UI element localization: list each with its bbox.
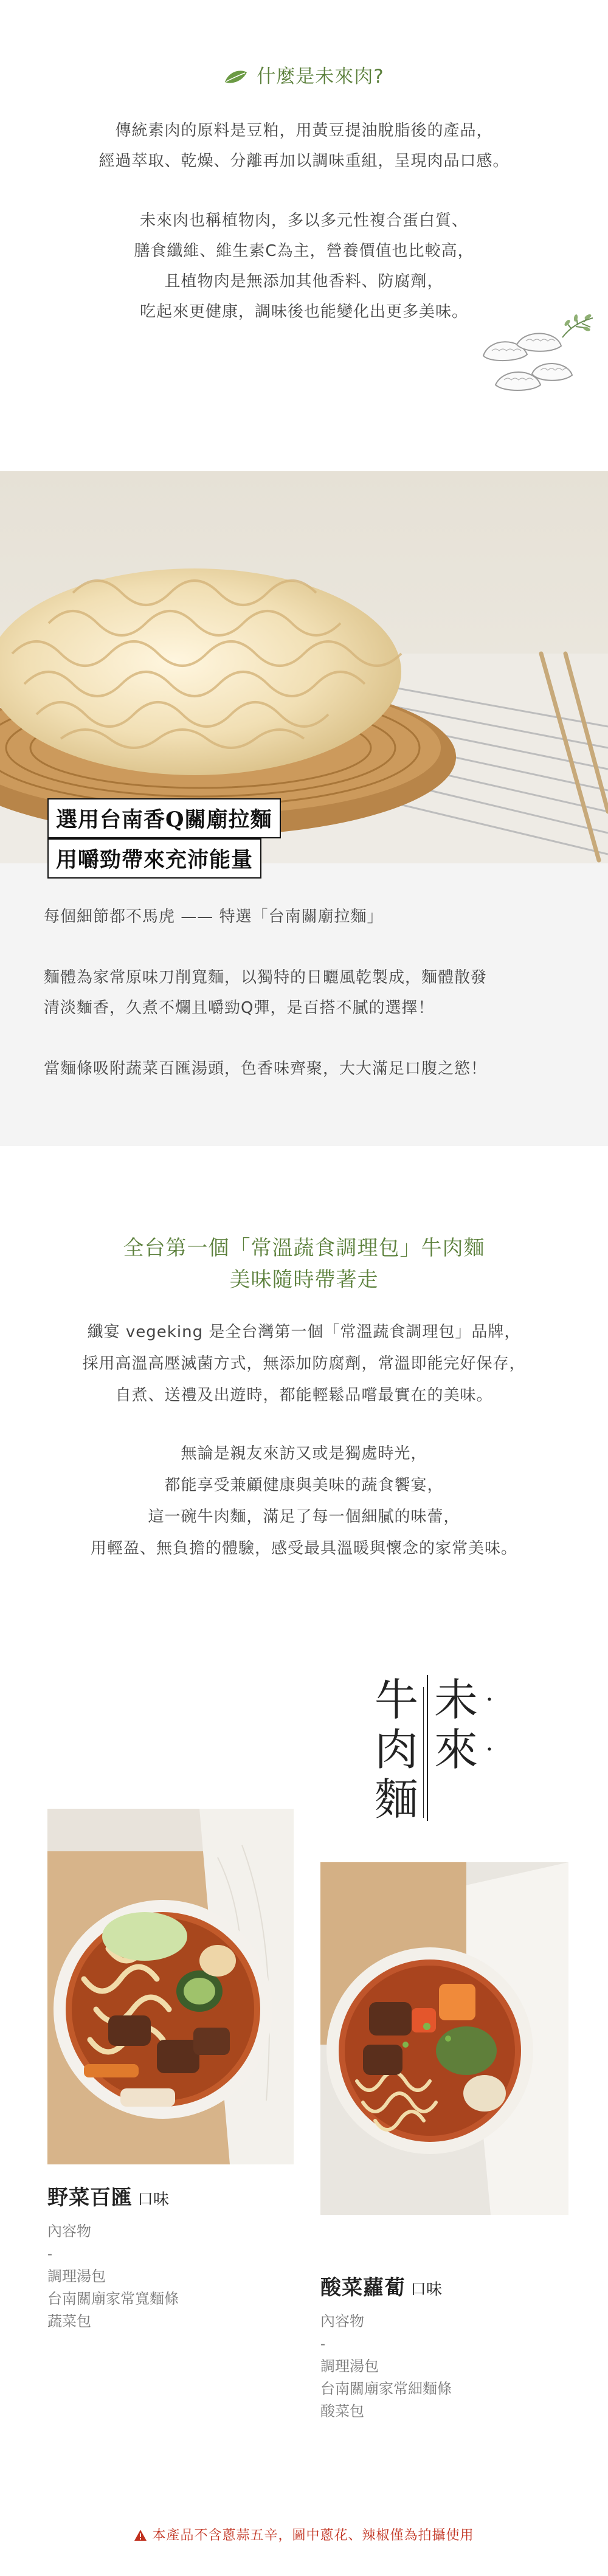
disclaimer	[0, 2525, 608, 2544]
flavor-contents: 內容物 - 調理湯包 台南關廟家常細麵條 酸菜包	[320, 2313, 452, 2420]
noodle-label-1: 選用台南香Q關廟拉麵	[47, 798, 281, 838]
intro-paragraph-1: 傳統素肉的原料是豆粕，用黃豆提油脫脂後的產品， 經過萃取、乾燥、分離再加以調味重組，呈現肉品口感。	[98, 122, 510, 170]
warning-icon	[134, 2529, 147, 2541]
noodle-section	[0, 471, 608, 1146]
leaf-icon	[224, 70, 248, 85]
vegetable-noodle-bowl-photo	[47, 1809, 294, 2164]
disclaimer-text: 本產品不含蔥蒜五辛，圖中蔥花、辣椒僅為拍攝使用	[152, 2528, 474, 2543]
brand-section	[0, 1146, 608, 1675]
brand-paragraph-2: 無論是親友來訪又或是獨處時光， 都能享受兼顧健康與美味的蔬食饗宴， 這一碗牛肉麵，滿足了每一個細膩的味蕾， 用輕盈、無負擔的體驗，感受最具溫暖與懷念的家常美味。	[90, 1445, 517, 1558]
intro-heading	[0, 61, 608, 88]
vertical-title-col2: 牛 肉 麵	[374, 1674, 418, 1825]
noodle-line-3: 當麵條吸附蔬菜百匯湯頭，色香味齊聚，大大滿足口腹之慾！	[44, 1060, 488, 1078]
vertical-title-col1: 未 來	[434, 1674, 478, 1775]
pickled-radish-noodle-bowl-photo	[320, 1862, 568, 2215]
noodle-line-2a: 麵體為家常原味刀削寬麵，以獨特的日曬風乾製成，麵體散發	[44, 969, 488, 987]
flavor-name: 酸菜蘿蔔	[320, 2276, 406, 2300]
noodle-description	[44, 902, 579, 1084]
flavor-suffix: 口味	[410, 2281, 443, 2299]
dumpling-sketch	[471, 313, 599, 416]
brand-paragraph-1: 纖宴 vegeking 是全台灣第一個「常溫蔬食調理包」品牌， 採用高溫高壓滅菌方式，無添加防腐劑，常溫即能完好保存， 自煮、送禮及出遊時，都能輕鬆品嚐最實在的美味。	[82, 1323, 526, 1404]
vertical-divider	[427, 1675, 428, 1821]
flavor-contents: 內容物 - 調理湯包 台南關廟家常寬麵條 蔬菜包	[47, 2223, 179, 2330]
flavor-card-vegetable	[47, 2181, 179, 2333]
brand-title-2: 美味隨時帶著走	[229, 1268, 379, 1292]
intro-paragraph-2: 未來肉也稱植物肉，多以多元性複合蛋白質、 膳食纖維、維生素C為主，營養價值也比較高， 且植物肉是無添加其他香料、防腐劑， 吃起來更健康，調味後也能變化出更多美味。	[134, 212, 474, 321]
flavor-suffix: 口味	[137, 2191, 170, 2209]
noodle-label-2: 用嚼勁帶來充沛能量	[47, 838, 261, 879]
flavor-name: 野菜百匯	[47, 2186, 133, 2210]
noodle-line-1: 每個細節都不馬虎 —— 特選「台南關廟拉麵」	[44, 908, 384, 926]
flavor-card-pickled	[320, 2271, 452, 2423]
product-section	[0, 1675, 608, 2576]
noodle-line-2b: 清淡麵香，久煮不爛且嚼勁Q彈，是百搭不膩的選擇！	[44, 999, 435, 1017]
intro-title: 什麼是未來肉?	[257, 66, 384, 88]
brand-title-1: 全台第一個「常溫蔬食調理包」牛肉麵	[123, 1236, 485, 1260]
vertical-divider-2	[423, 1687, 424, 1818]
vertical-title-dots: · ·	[485, 1686, 494, 1764]
intro-section	[0, 0, 608, 471]
